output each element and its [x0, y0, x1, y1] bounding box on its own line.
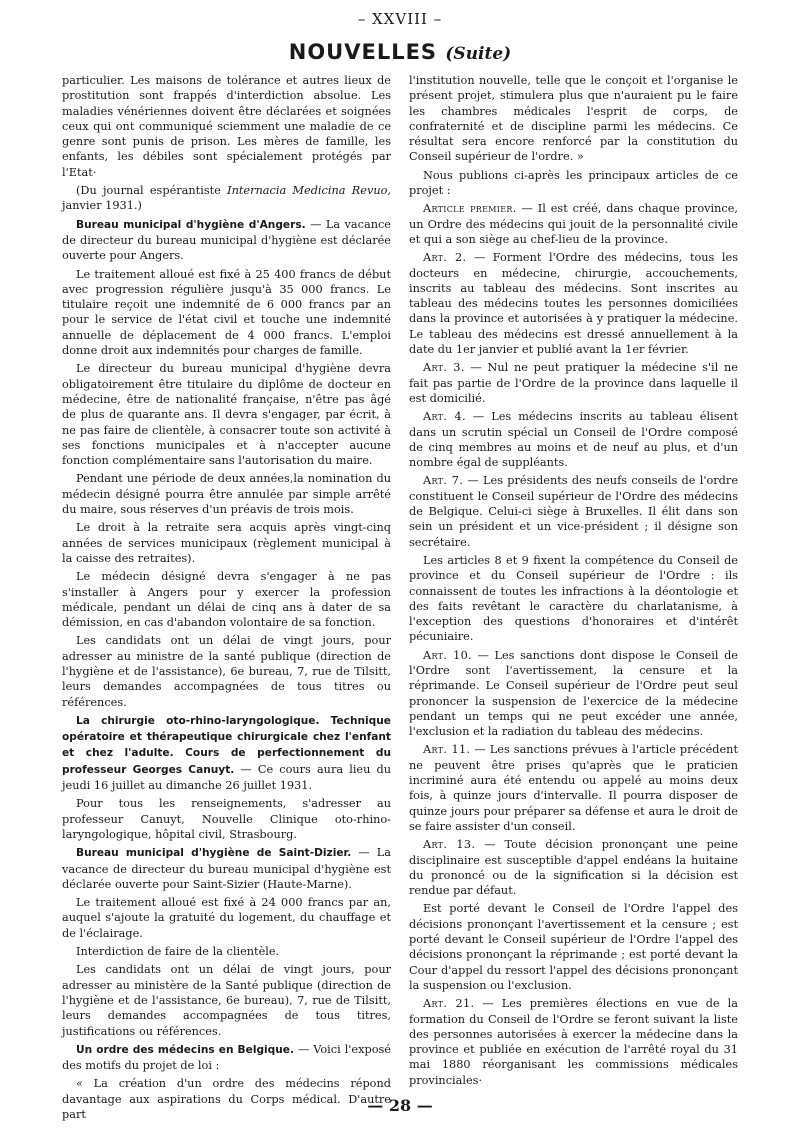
- paragraph: particulier. Les maisons de tolérance et autres lieux de prostitution sont frappés d'interdiction absolue. Les maladies vénériennes doivent être déclarées et soignées ceux qui ont communiqué sciemment une maladie de ce genre sont punis de prison. Les mères de famille, les enfants, les débiles sont spécialement protégés par l'Etat·: [62, 74, 391, 179]
- section-title-text: NOUVELLES: [288, 40, 438, 64]
- paragraph: Le médecin désigné devra s'engager à ne pas s'installer à Angers pour y exercer la profession médicale, pendant un délai de cinq ans à dater de sa démission, en cas d'abandon volontaire de sa fonction.: [62, 570, 391, 630]
- paragraph: Le traitement alloué est fixé à 24 000 francs par an, auquel s'ajoute la gratuité du logement, du chauffage et de l'éclairage.: [62, 896, 391, 940]
- article-label: Art. 3.: [423, 361, 465, 375]
- paragraph: Les articles 8 et 9 fixent la compétence du Conseil de province et du Conseil supérieur de l'Ordre : ils connaissent de toutes les infractions à la déontologie et des faits revêtant le caractère du charlatanisme, à l'exception des questions d'honoraires et d'intérêt pécuniaire.: [409, 553, 738, 644]
- section-title: [0, 40, 800, 64]
- article-label: Art. 21.: [423, 997, 475, 1011]
- article-3: Art. 3. — Nul ne peut pratiquer la médecine s'il ne fait pas partie de l'Ordre de la province dans laquelle il est domicilié.: [409, 361, 738, 405]
- paragraph: Pour tous les renseignements, s'adresser au professeur Canuyt, Nouvelle Clinique oto-rhino-laryngologique, hôpital civil, Strasbourg.: [62, 797, 391, 841]
- section-title-suffix: (Suite): [445, 44, 512, 64]
- paragraph: Interdiction de faire de la clientèle.: [76, 945, 280, 959]
- article-11: Art. 11. — Les sanctions prévues à l'article précédent ne peuvent être prises qu'après que le praticien incriminé aura été entendu ou appelé au moins deux fois, à quinze jours d'intervalle. Il pourra disposer de quinze jours pour préparer sa défense et aura le droit de se faire assister d'un conseil.: [409, 743, 738, 833]
- article-label: Art. 2.: [423, 251, 467, 265]
- article-1: Article premier. — Il est créé, dans chaque province, un Ordre des médecins qui jouit de la personnalité civile et qui a son siège au chef-lieu de la province.: [409, 202, 738, 246]
- article-21: Art. 21. — Les premières élections en vue de la formation du Conseil de l'Ordre se feront suivant la liste des personnes autorisées à exercer la médecine dans la province et publiée en exécution de l'arrêté royal du 31 mai 1880 réorganisant les commissions médicales provinciales·: [409, 997, 738, 1087]
- right-column: [409, 73, 738, 1091]
- news-item-belgique: Un ordre des médecins en Belgique. — Voici l'exposé des motifs du projet de loi :: [62, 1042, 391, 1073]
- citation: (Du journal espérantiste Internacia Medicina Revuo, janvier 1931.): [62, 184, 391, 213]
- paragraph: l'institution nouvelle, telle que le conçoit et l'organise le présent projet, stimulera plus que n'auraient pu le faire les chambres médicales l'esprit de corps, de confraternité et de discipline parmi les médecins. Ce résultat sera encore renforcé par la constitution du Conseil supérieur de l'ordre. »: [409, 74, 738, 164]
- article-2: Art. 2. — Forment l'Ordre des médecins, tous les docteurs en médecine, chirurgie, accouchements, inscrits au tableau des médecins. Sont inscrites au tableau des médecins toutes les personnes domiciliées dans la province et autorisées à y pratiquer la médecine. Le tableau des médecins est dressé annuellement à la date du 1er janvier et publié avant la 1er février.: [409, 251, 739, 357]
- news-heading: Bureau municipal d'hygiène de Saint-Dizier.: [76, 847, 352, 860]
- article-label: Art. 7.: [423, 474, 464, 488]
- news-item-orl: La chirurgie oto-rhino-laryngologique. Technique opératoire et thérapeutique chirurgicale chez l'enfant et chez l'adulte. Cours de perfectionnement du professeur Georges Canuyt. — Ce cours aura lieu du jeudi 16 juillet au dimanche 26 juillet 1931.: [62, 714, 391, 793]
- paragraph: Le directeur du bureau municipal d'hygiène devra obligatoirement être titulaire du diplôme de docteur en médecine, être de nationalité française, n'être pas âgé de plus de quarante ans. Il devra s'engager, par écrit, à ne pas faire de clientèle, à consacrer toute son activité à ses fonctions municipales et à n'accepter aucune fonction complémentaire sans l'autorisation du maire.: [62, 362, 391, 468]
- paragraph: Nous publions ci-après les principaux articles de ce projet :: [409, 168, 738, 198]
- paragraph: Pendant une période de deux années,la nomination du médecin désigné pourra être annulée par simple arrêté du maire, sous réserves d'un préavis de trois mois.: [62, 472, 391, 517]
- news-heading: Bureau municipal d'hygiène d'Angers.: [76, 218, 306, 231]
- paragraph: Est porté devant le Conseil de l'Ordre l'appel des décisions prononçant l'avertissement et la censure ; est porté devant le Conseil supérieur de l'Ordre l'appel des décisions prononçant la réprimande ; est porté devant la Cour d'appel du ressort l'appel des décisions prononçant la suspension ou l'exclusion.: [409, 902, 738, 992]
- news-item-saint-dizier: Bureau municipal d'hygiène de Saint-Dizier. — La vacance de directeur du bureau municipal d'hygiène est déclarée ouverte pour Saint-Sizier (Haute-Marne).: [62, 846, 391, 891]
- news-heading: La chirurgie oto-rhino-laryngologique. Technique opératoire et thérapeutique chirurgicale chez l'enfant et chez l'adulte. Cours de perfectionnement du professeur Georges Canuyt.: [62, 714, 391, 776]
- paragraph: Le droit à la retraite sera acquis après vingt-cinq années de services municipaux (règlement municipal à la caisse des retraites).: [62, 521, 391, 565]
- left-column: [62, 73, 391, 1125]
- article-label: Art. 11.: [423, 743, 471, 757]
- paragraph: Le traitement alloué est fixé à 25 400 francs de début avec progression régulière jusqu'à 35 000 francs. Le titulaire reçoit une indemnité de 6 000 francs par an pour le service de l'état civil et touche une indemnité annuelle de déplacement de 4 000 francs. L'emploi donne droit aux indemnités pour charges de famille.: [62, 267, 391, 358]
- page-roman-numeral: – XXVIII –: [357, 10, 443, 28]
- article-4: Art. 4. — Les médecins inscrits au tableau élisent dans un scrutin spécial un Conseil de l'Ordre composé de cinq membres au moins et de neuf au plus, et d'un nombre égal de suppléants.: [409, 410, 739, 470]
- news-item-angers: Bureau municipal d'hygiène d'Angers. — La vacance de directeur du bureau municipal d'hygiène est déclarée ouverte pour Angers.: [62, 217, 391, 263]
- paragraph: Les candidats ont un délai de vingt jours, pour adresser au ministère de la Santé publique (direction de l'hygiène et de l'assistance, 6e bureau), 7, rue de Tilsitt, leurs demandes accompagnées de tous titres, justifications ou références.: [62, 963, 391, 1038]
- article-7: Art. 7. — Les présidents des neufs conseils de l'ordre constituent le Conseil supérieur de l'Ordre des médecins de Belgique. Celui-ci siège à Bruxelles. Il élit dans son sein un président et un vice-président ; il désigne son secrétaire.: [409, 474, 738, 549]
- article-label: Article premier.: [423, 202, 517, 216]
- news-heading: Un ordre des médecins en Belgique.: [76, 1043, 294, 1056]
- journal-name: Internacia Medicina Revuo,: [227, 184, 391, 198]
- article-10: Art. 10. — Les sanctions dont dispose le Conseil de l'Ordre sont l'avertissement, la censure et la réprimande. Le Conseil supérieur de l'Ordre peut seul prononcer la suspension de l'exercice de la médecine pendant un temps qui ne peut excéder une année, l'exclusion et la radiation du tableau des médecins.: [409, 648, 738, 739]
- article-label: Art. 4.: [423, 410, 466, 424]
- paragraph: Les candidats ont un délai de vingt jours, pour adresser au ministre de la santé publique (direction de l'hygiène et de l'assistance), 6e bureau, 7, rue de Tilsitt, leurs demandes accompagnées de tous titres ou références.: [62, 634, 391, 709]
- page-number: — 28 —: [367, 1096, 433, 1115]
- paragraph: « La création d'un ordre des médecins répond davantage aux aspirations du Corps médical. D'autre part: [62, 1077, 391, 1121]
- article-13: Art. 13. — Toute décision prononçant une peine disciplinaire est susceptible d'appel endéans la huitaine du prononcé ou de la signification si la décision est rendue par défaut.: [409, 838, 738, 898]
- article-label: Art. 13.: [423, 838, 476, 852]
- article-label: Art. 10.: [423, 648, 472, 662]
